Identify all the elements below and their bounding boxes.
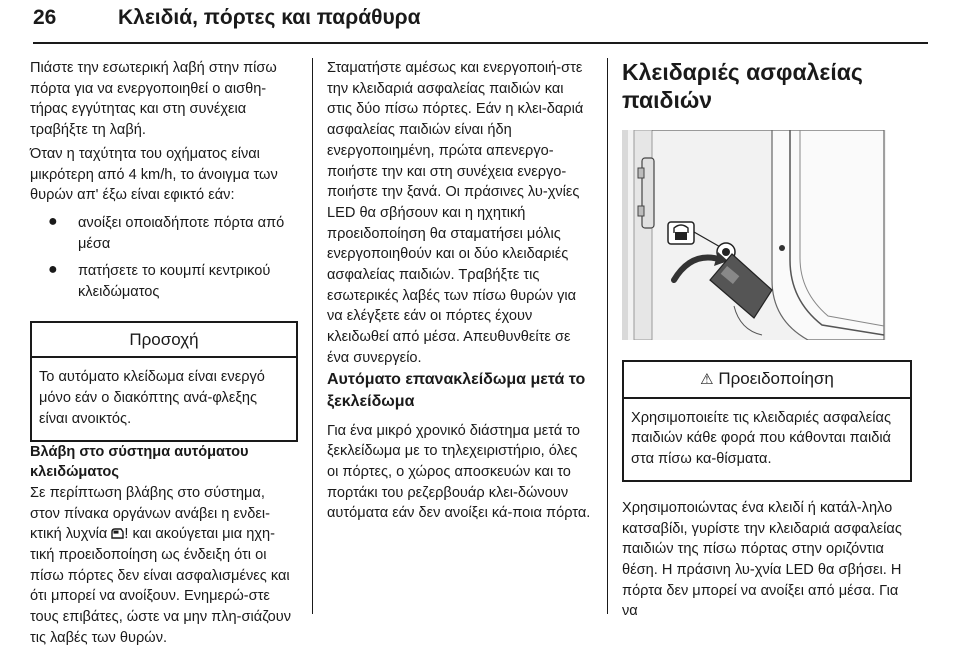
column-2 (327, 58, 591, 524)
column-divider (607, 58, 608, 614)
bullet-text: πατήσετε το κουμπί κεντρικού κλειδώματος (78, 263, 271, 301)
warning-title-row (624, 362, 910, 399)
paragraph: Για ένα μικρό χρονικό διάστημα μετά το ξεκλείδωμα με το τηλεχειριστήριο, όλες οι πόρτες, ο χώρος αποσκευών και το πορτάκι του ρεζερβουάρ κλει-δώνουν αυτόματα εάν δεν ανοίξει κά-ποια πόρτα. (327, 422, 591, 522)
column-1 (30, 58, 297, 649)
bullet-icon: ● (48, 261, 58, 279)
caution-title: Προσοχή (32, 323, 296, 359)
fault-text-b: ! και ακούγεται μια ηχη-τική προειδοποίηση ως ένδειξη ότι οι πίσω πόρτες δεν είναι ασφαλισμένες και ότι μπορεί να ανοίξουν. Ενημερώ-στε τους επιβάτες, ώστε να μην πλη-σιάζουν τις λαβές των θυρών. (30, 526, 292, 646)
page-title: Κλειδιά, πόρτες και παράθυρα (118, 6, 421, 29)
section-heading: Αυτόματο επανακλείδωμα μετά το ξεκλείδωμα (327, 370, 586, 410)
fault-paragraph (30, 483, 297, 649)
caution-box (30, 321, 298, 442)
door-warning-icon (111, 528, 124, 539)
fault-heading: Βλάβη στο σύστημα αυτόματου κλειδώματος (30, 443, 249, 481)
paragraph: Χρησιμοποιώντας ένα κλειδί ή κατάλ-ληλο κατσαβίδι, γυρίστε την κλειδαριά ασφαλείας παιδιών της πίσω πόρτας στην οριζόντια θέση. Η πράσινη λυ-χνία LED θα σβήσει. Η πόρτα δεν μπορεί να ανοίξει από μέσα. Για να (622, 499, 902, 620)
speed-paragraph: Όταν η ταχύτητα του οχήματος είναι μικρότερη από 4 km/h, το άνοιγμα των θυρών απ' έξω είναι εφικτό εάν: (30, 145, 278, 204)
caution-text: Το αυτόματο κλείδωμα είναι ενεργό μόνο εάν ο διακόπτης ανά-φλεξης είναι ανοικτός. (39, 369, 265, 427)
warning-text: Χρησιμοποιείτε τις κλειδαριές ασφαλείας παιδιών κάθε φορά που κάθονται παιδιά στα πίσω κα-θίσματα. (631, 409, 892, 468)
bullet-text: ανοίξει οποιαδήποτε πόρτα από μέσα (78, 214, 285, 252)
intro-paragraph: Πιάστε την εσωτερική λαβή στην πίσω πόρτα για να ενεργοποιηθεί ο αισθη-τήρας εγγύτητας και στη συνέχεια τραβήξτε τη λαβή. (30, 60, 277, 139)
paragraph: Σταματήστε αμέσως και ενεργοποιή-στε την κλειδαριά ασφαλείας παιδιών και στις δύο πίσω πόρτες. Εάν η κλει-δαριά ασφαλείας παιδιών είναι ήδη ενεργοποιημένη, πρώτα απενεργο-ποιήστε την και στη συνέχεια ενεργο-ποιήστε την ξανά. Οι πράσινες λυ-χνίες LED θα σβήσουν και η ηχητική προειδοποίηση θα σταματήσει μόλις ενεργοποιηθούν και οι δύο κλειδαριές ασφαλείας παιδιών. Τραβήξτε τις εσωτερικές λαβές των πίσω θυρών για να ελέγξετε εάν οι πόρτες έχουν κλειδωθεί από μέσα. Απευθυνθείτε σε ένα συνεργείο. (327, 60, 584, 366)
warning-icon: ⚠ (700, 371, 714, 388)
bullet-icon: ● (48, 212, 58, 230)
fault-text-a: Σε περίπτωση βλάβης στο σύστημα, στον πίνακα οργάνων ανάβει η ενδει-κτική λυχνία (30, 484, 270, 543)
header-rule (33, 42, 928, 44)
warning-box (622, 360, 912, 482)
child-lock-image (622, 130, 886, 340)
child-lock-illustration (622, 130, 886, 340)
list-item (30, 213, 297, 254)
column-divider (312, 58, 313, 614)
page-number: 26 (33, 6, 57, 29)
warning-title: Προειδοποίηση (718, 369, 834, 388)
section-heading: Κλειδαριές ασφαλείας παιδιών (622, 59, 863, 113)
column-3 (622, 58, 912, 622)
list-item (30, 261, 297, 302)
page-header (33, 6, 928, 42)
